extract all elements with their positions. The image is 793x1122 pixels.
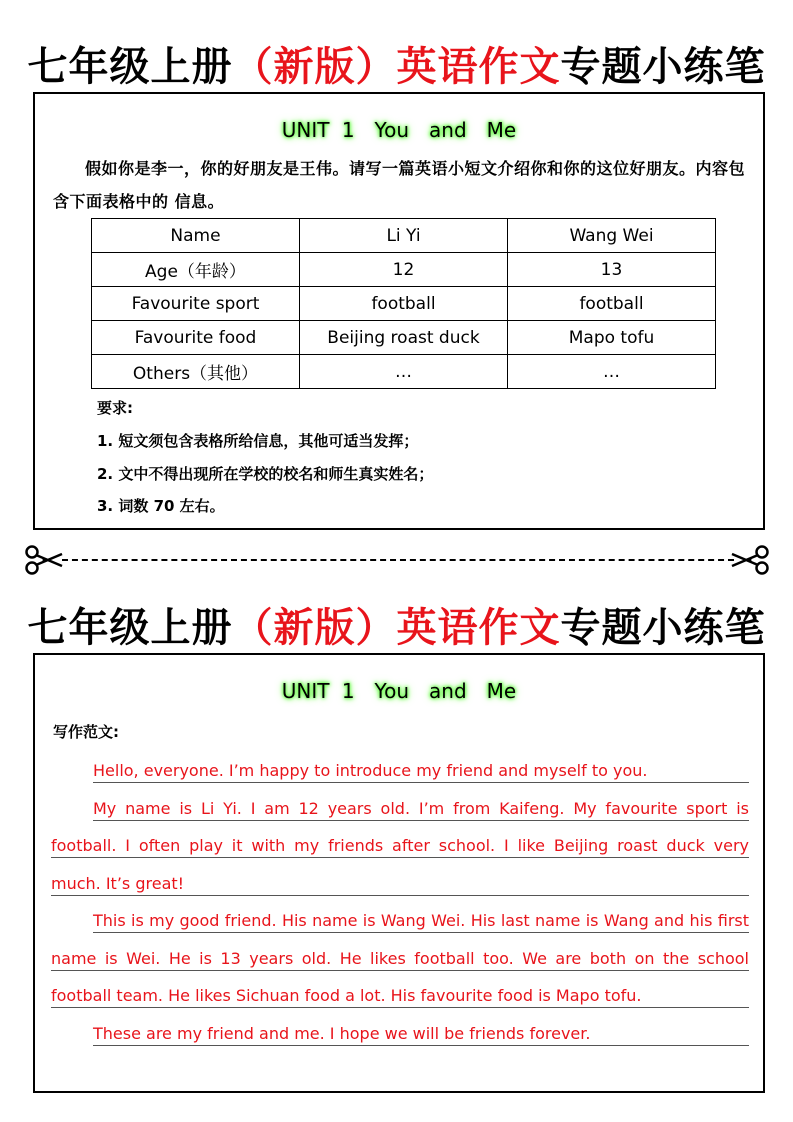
table-cell: 13 [508, 253, 716, 287]
title-part-red: （新版）英语作文 [232, 605, 561, 651]
page-title-top [0, 42, 793, 92]
table-cell: football [508, 287, 716, 321]
unit-word: and [429, 118, 467, 142]
essay-line: name is Wei. He is 13 years old. He likes football too. We are both on the school [51, 947, 749, 971]
table-row [92, 355, 716, 389]
title-part-red: （新版）英语作文 [232, 44, 561, 90]
essay-line: My name is Li Yi. I am 12 years old. I’m from Kaifeng. My favourite sport is [93, 797, 749, 821]
table-cell: Mapo tofu [508, 321, 716, 355]
essay-line: football. I often play it with my friends after school. I like Beijing roast duck very [51, 834, 749, 858]
table-cell: Others（其他） [92, 355, 300, 389]
writing-prompt: 假如你是李一，你的好朋友是王伟。请写一篇英语小短文介绍你和你的这位好朋友。内容包含下面表格中的 信息。 [53, 159, 746, 211]
essay-line: Hello, everyone. I’m happy to introduce my friend and myself to you. [93, 759, 749, 783]
requirements-heading: 要求: [97, 399, 133, 417]
unit-heading [35, 679, 763, 703]
page-title-bottom [0, 603, 793, 653]
scissors-icon [730, 544, 770, 576]
table-cell: 12 [300, 253, 508, 287]
cut-line [62, 559, 734, 561]
unit-word: Me [486, 679, 517, 703]
table-header-row [92, 219, 716, 253]
table-cell: Beijing roast duck [300, 321, 508, 355]
unit-word: You [374, 118, 410, 142]
table-cell: Favourite food [92, 321, 300, 355]
unit-word: and [429, 679, 467, 703]
scissors-icon [24, 544, 64, 576]
table-cell: … [300, 355, 508, 389]
title-part-black: 七年级上册 [27, 44, 233, 90]
table-row [92, 253, 716, 287]
unit-heading [35, 118, 763, 142]
requirement-item: 1. 短文须包含表格所给信息，其他可适当发挥； [97, 432, 419, 450]
essay-label: 写作范文: [53, 723, 119, 741]
essay-box [33, 653, 765, 1093]
table-row [92, 321, 716, 355]
table-cell: Favourite sport [92, 287, 300, 321]
requirement-item: 2. 文中不得出现所在学校的校名和师生真实姓名； [97, 465, 434, 483]
requirement-item: 3. 词数 70 左右。 [97, 497, 225, 515]
unit-label: UNIT 1 [281, 118, 355, 142]
essay-line: football team. He likes Sichuan food a lot. His favourite food is Mapo tofu. [51, 984, 749, 1008]
unit-label: UNIT 1 [281, 679, 355, 703]
table-cell: Wang Wei [508, 219, 716, 253]
table-cell: football [300, 287, 508, 321]
essay-line: much. It’s great! [51, 872, 749, 896]
table-cell: Li Yi [300, 219, 508, 253]
table-cell: Name [92, 219, 300, 253]
table-cell: … [508, 355, 716, 389]
table-cell: Age（年龄） [92, 253, 300, 287]
info-table [91, 218, 716, 389]
title-part-black-2: 专题小练笔 [560, 44, 766, 90]
essay-line: This is my good friend. His name is Wang Wei. His last name is Wang and his first [93, 909, 749, 933]
unit-word: You [374, 679, 410, 703]
essay-line: These are my friend and me. I hope we will be friends forever. [93, 1022, 749, 1046]
table-row [92, 287, 716, 321]
unit-word: Me [486, 118, 517, 142]
title-part-black: 七年级上册 [27, 605, 233, 651]
prompt-box [33, 92, 765, 530]
title-part-black-2: 专题小练笔 [560, 605, 766, 651]
